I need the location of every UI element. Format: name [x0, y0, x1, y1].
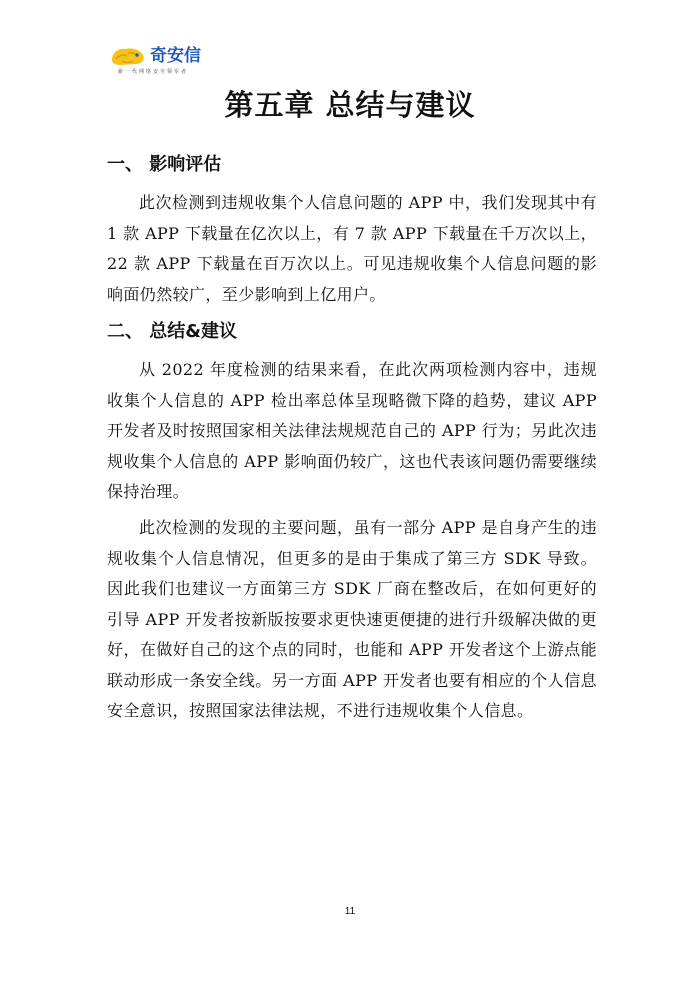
paragraph-summary-2: 此次检测的发现的主要问题，虽有一部分 APP 是自身产生的违规收集个人信息情况，但更多的是由于集成了第三方 SDK 导致。因此我们也建议一方面第三方 SDK 厂商在整改后，在如何更好的引导 APP 开发者按新版按要求更快速更便捷的进行升级解决做的更好，在做好自己的这个点的同时，也能和 APP 开发者这个上游点能联动形成一条安全线。另一方面 APP 开发者也要有相应的个人信息安全意识，按照国家法律法规，不进行违规收集个人信息。: [107, 518, 597, 720]
logo-slogan: 新一代网络安全领军者: [118, 69, 189, 75]
paragraph-impact-assessment: 此次检测到违规收集个人信息问题的 APP 中，我们发现其中有 1 款 APP 下载量在亿次以上，有 7 款 APP 下载量在千万次以上，22 款 APP 下载量在百万次以上。可见违规收集个人信息问题的影响面仍然较广，至少影响到上亿用户。: [107, 193, 597, 304]
section-heading-summary: 二、 总结&建议: [107, 321, 237, 342]
chapter-title: 第五章 总结与建议: [224, 88, 476, 122]
paragraph-summary-1: 从 2022 年度检测的结果来看，在此次两项检测内容中，违规收集个人信息的 APP 检出率总体呈现略微下降的趋势，建议 APP 开发者及时按照国家相关法律法规规范自己的 APP 行为；另此次违规收集个人信息的 APP 影响面仍较广，这也代表该问题仍需要继续保持治理。: [107, 360, 597, 501]
section-heading-impact: 一、 影响评估: [107, 154, 222, 175]
logo-mascot-icon: [110, 46, 146, 68]
page-number: 11: [344, 906, 356, 917]
logo-brand-text: 奇安信: [150, 46, 201, 66]
company-logo: [110, 44, 214, 78]
